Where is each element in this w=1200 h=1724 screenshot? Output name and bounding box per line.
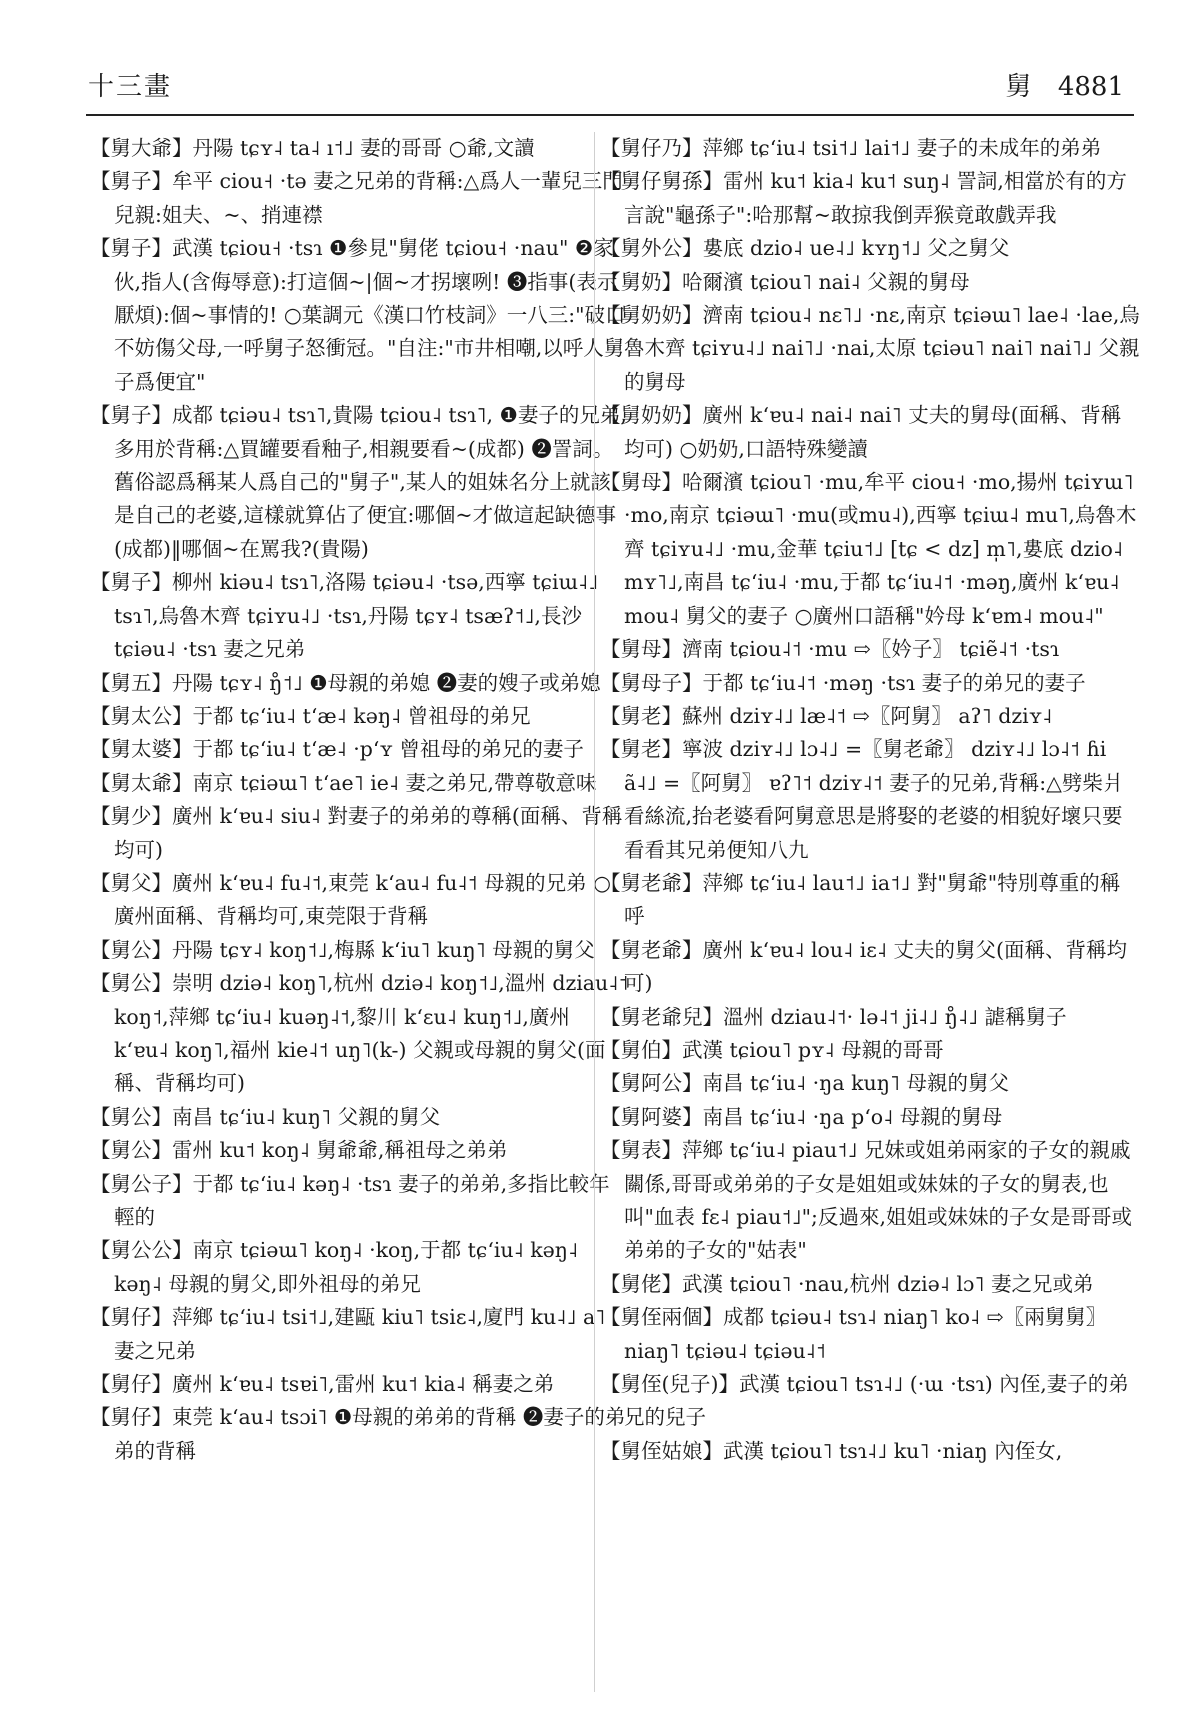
- dictionary-entry: 【舅少】廣州 kʻɐu˨ siu˨ 對妻子的弟弟的尊稱(面稱、背稱均可): [90, 804, 623, 862]
- dictionary-entry: 【舅阿婆】南昌 tɕʻiu˨ ·ŋa pʻo˨ 母親的舅母: [600, 1104, 1003, 1129]
- dictionary-entry: 【舅老】蘇州 dziʏ˨˩ læ˨˦ ⇨〖阿舅〗 aʔ˥ dziʏ˨: [600, 703, 1053, 728]
- dictionary-entry: 【舅老】寧波 dziʏ˨˩ lɔ˨˩ =〖舅老爺〗 dziʏ˨˩ lɔ˨˦ ɦi ã˨˩ =〖阿舅〗 ɐʔ˥˦ dziʏ˨˦ 妻子的兄弟,背稱:△劈柴爿看絲流,抬老婆看阿舅意思是將娶的老婆的相貌好壞只要看看其兄弟便知八九: [600, 737, 1124, 862]
- dictionary-entry: 【舅五】丹陽 tɕʏ˨ ŋ̊˦˩ ❶母親的弟媳 ❷妻的嫂子或弟媳: [90, 670, 601, 695]
- dictionary-entry: 【舅母】濟南 tɕiou˨˦ ·mu ⇨〖妗子〗 tɕiẽ˨˦ ·tsɿ: [600, 637, 1060, 662]
- dictionary-entry: 【舅奶奶】廣州 kʻɐu˨ nai˨ nai˥ 丈夫的舅母(面稱、背稱均可) ○奶奶,口語特殊變讀: [600, 403, 1122, 461]
- dictionary-entry: 【舅子】成都 tɕiəu˨ tsɿ˥,貴陽 tɕiou˨ tsɿ˥, ❶妻子的兄弟,多用於背稱:△買罐要看釉子,相親要看~(成都) ❷詈詞。舊俗認爲稱某人爲自己的"舅子",某人的姐妹名分上就該是自己的老婆,這樣就算佔了便宜:哪個~才做這起缺德事(成都)‖哪個~在罵我?(貴陽): [90, 403, 627, 561]
- dictionary-entry: 【舅子】柳州 kiəu˨ tsɿ˥,洛陽 tɕiəu˨ ·tsə,西寧 tɕiɯ˨˩ tsɿ˥,烏魯木齊 tɕiʏu˨˩ ·tsɿ,丹陽 tɕʏ˨ tsæʔ˦˩,長沙 tɕiəu˨ ·tsɿ 妻之兄弟: [90, 570, 599, 662]
- dictionary-entry: 【舅老爺】萍鄉 tɕʻiu˨ lau˦˩ ia˦˩ 對"舅爺"特別尊重的稱呼: [600, 870, 1121, 929]
- dictionary-entry: 【舅父】廣州 kʻɐu˨ fu˨˦,東莞 kʻau˨ fu˨˦ 母親的兄弟 ○廣州面稱、背稱均可,東莞限于背稱: [90, 870, 611, 929]
- dictionary-entry: 【舅阿公】南昌 tɕʻiu˨ ·ŋa kuŋ˥ 母親的舅父: [600, 1071, 1010, 1096]
- header-rule: [86, 114, 1134, 116]
- dictionary-entry: 【舅仔】東莞 kʻau˨ tsɔi˥ ❶母親的弟弟的背稱 ❷妻子的弟弟的背稱: [90, 1405, 626, 1463]
- column-separator: [594, 132, 595, 1692]
- dictionary-entry: 【舅奶】哈爾濱 tɕiou˥ nai˨ 父親的舅母: [600, 269, 970, 294]
- dictionary-entry: 【舅仔舅孫】雷州 ku˦ kia˨ ku˦ suŋ˨ 詈詞,相當於有的方言說"龜孫子":哈那幫~敢掠我倒弄猴竟敢戲弄我: [600, 169, 1127, 227]
- dictionary-entry: 【舅公】丹陽 tɕʏ˨ koŋ˦˩,梅縣 kʻiu˥ kuŋ˥ 母親的舅父: [90, 937, 595, 962]
- dictionary-entry: 【舅大爺】丹陽 tɕʏ˨ ta˨ ı˦˩ 妻的哥哥 ○爺,文讀: [90, 136, 535, 160]
- dictionary-entry: 【舅公】雷州 ku˦ koŋ˨ 舅爺爺,稱祖母之弟弟: [90, 1138, 508, 1163]
- dictionary-entry: 【舅侄(兒子)】武漢 tɕiou˥ tsɿ˨˩ (·ɯ ·tsɿ) 內侄,妻子的弟兄的兒子: [600, 1372, 1129, 1430]
- dictionary-entry: 【舅太公】于都 tɕʻiu˨ tʻæ˨ kəŋ˨ 曾祖母的弟兄: [90, 703, 531, 728]
- dictionary-entry: 【舅公】南昌 tɕʻiu˨ kuŋ˥ 父親的舅父: [90, 1104, 441, 1129]
- dictionary-entry: 【舅子】牟平 ciou˧ ·tə 妻之兄弟的背稱:△爲人一輩兒三門兒親:姐夫、~、捎連襟: [90, 169, 623, 227]
- section-title: 十三畫: [88, 72, 173, 102]
- page-headword-and-number: [1006, 66, 1124, 103]
- dictionary-entry: 【舅公子】于都 tɕʻiu˨ kəŋ˨ ·tsɿ 妻子的弟弟,多指比較年輕的: [90, 1171, 610, 1229]
- dictionary-entry: 【舅母子】于都 tɕʻiu˨˦ ·məŋ ·tsɿ 妻子的弟兄的妻子: [600, 670, 1086, 695]
- dictionary-entry: 【舅公】崇明 dziə˨ koŋ˥,杭州 dziə˨ koŋ˦˩,溫州 dziau˨˦ koŋ˦,萍鄉 tɕʻiu˨ kuəŋ˨˦,黎川 kʻɛu˨ kuŋ˦˩,廣州 kʻɐu˨ koŋ˥,福州 kie˨˦ uŋ˥(k-) 父親或母親的舅父(面稱、背稱均可): [90, 971, 629, 1096]
- dictionary-entry: 【舅仔乃】萍鄉 tɕʻiu˨ tsi˦˩ lai˦˩ 妻子的未成年的弟弟: [600, 136, 1102, 160]
- dictionary-entry: 【舅仔】萍鄉 tɕʻiu˨ tsi˦˩,建甌 kiu˥ tsiɛ˨,廈門 ku˨˩ a˥ 妻之兄弟: [90, 1305, 606, 1363]
- running-headword: 舅: [1005, 72, 1032, 102]
- dictionary-entry: 【舅老爺兒】溫州 dziau˨˦· lə˨˦ ji˨˩ ŋ̊˨˩ 謔稱舅子: [600, 1004, 1067, 1029]
- dictionary-entry: 【舅仔】廣州 kʻɐu˨ tsɐi˥,雷州 ku˦ kia˨ 稱妻之弟: [90, 1372, 555, 1397]
- right-column: [600, 132, 1140, 1692]
- dictionary-entry: 【舅外公】婁底 dzio˨ ue˨˩ kʏŋ˦˩ 父之舅父: [600, 236, 1010, 261]
- dictionary-entry: 【舅奶奶】濟南 tɕiou˨ nɛ˥˩ ·nɛ,南京 tɕiəɯ˥ lae˨ ·lae,烏魯木齊 tɕiʏu˨˩ nai˥˩ ·nai,太原 tɕiəu˥ nai˥ nai˥˩ 父親的舅母: [600, 303, 1140, 394]
- dictionary-entry: 【舅佬】武漢 tɕiou˥ ·nau,杭州 dziə˨ lɔ˥ 妻之兄或弟: [600, 1271, 1094, 1296]
- dictionary-entry: 【舅侄兩個】成都 tɕiəu˨ tsɿ˨ niaŋ˥ ko˨ ⇨〖兩舅舅〗 niaŋ˥ tɕiəu˨ tɕiəu˨˦: [600, 1305, 1107, 1363]
- dictionary-entry: 【舅母】哈爾濱 tɕiou˥ ·mu,牟平 ciou˧ ·mo,揚州 tɕiʏɯ˥ ·mo,南京 tɕiəɯ˥ ·mu(或mu˨),西寧 tɕiɯ˨ mu˥,烏魯木齊 tɕiʏu˨˩ ·mu,金華 tɕiu˦˩ [tɕ < dz] m̩˥,婁底 dzio˨ mʏ˥˩,南昌 tɕʻiu˨ ·mu,于都 tɕʻiu˨˦ ·məŋ,廣州 kʻɐu˨ mou˨ 舅父的妻子 ○廣州口語稱"妗母 kʻɐm˨ mou˨": [600, 470, 1137, 628]
- dictionary-entry: 【舅表】萍鄉 tɕʻiu˨ piau˦˩ 兄妹或姐弟兩家的子女的親戚關係,哥哥或弟弟的子女是姐姐或妹妹的子女的舅表,也叫"血表 fɛ˨ piau˦˩";反過來,姐姐或妹妹的子女是哥哥或弟弟的子女的"姑表": [600, 1138, 1132, 1263]
- dictionary-entry: 【舅公公】南京 tɕiəɯ˥ koŋ˨ ·koŋ,于都 tɕʻiu˨ kəŋ˨ kəŋ˨ 母親的舅父,即外祖母的弟兄: [90, 1238, 579, 1296]
- dictionary-entry: 【舅老爺】廣州 kʻɐu˨ lou˨ iɛ˨ 丈夫的舅父(面稱、背稱均可): [600, 937, 1128, 996]
- dictionary-entry: 【舅伯】武漢 tɕiou˥ pʏ˨ 母親的哥哥: [600, 1037, 944, 1062]
- dictionary-entry: 【舅太爺】南京 tɕiəɯ˥ tʻae˥ ie˨ 妻之弟兄,帶尊敬意味: [90, 770, 597, 795]
- dictionary-entry: 【舅太婆】于都 tɕʻiu˨ tʻæ˨ ·pʻʏ 曾祖母的弟兄的妻子: [90, 737, 584, 762]
- left-column: [90, 132, 630, 1692]
- dictionary-entry: 【舅子】武漢 tɕiou˧ ·tsɿ ❶參見"舅佬 tɕiou˧ ·nau" ❷家伙,指人(含侮辱意):打這個~|個~才拐壞咧! ❸指事(表示厭煩):個~事情的! ○葉調元《漢口竹枝詞》一八三:"破口不妨傷父母,一呼舅子怒衝冠。"自注:"市井相嘲,以呼人舅子爲便宜": [90, 236, 626, 394]
- page-header: [60, 62, 1140, 110]
- page-number: 4881: [1057, 72, 1124, 102]
- dictionary-entry: 【舅侄姑娘】武漢 tɕiou˥ tsɿ˨˩ ku˥ ·niaŋ 內侄女,: [600, 1438, 1063, 1463]
